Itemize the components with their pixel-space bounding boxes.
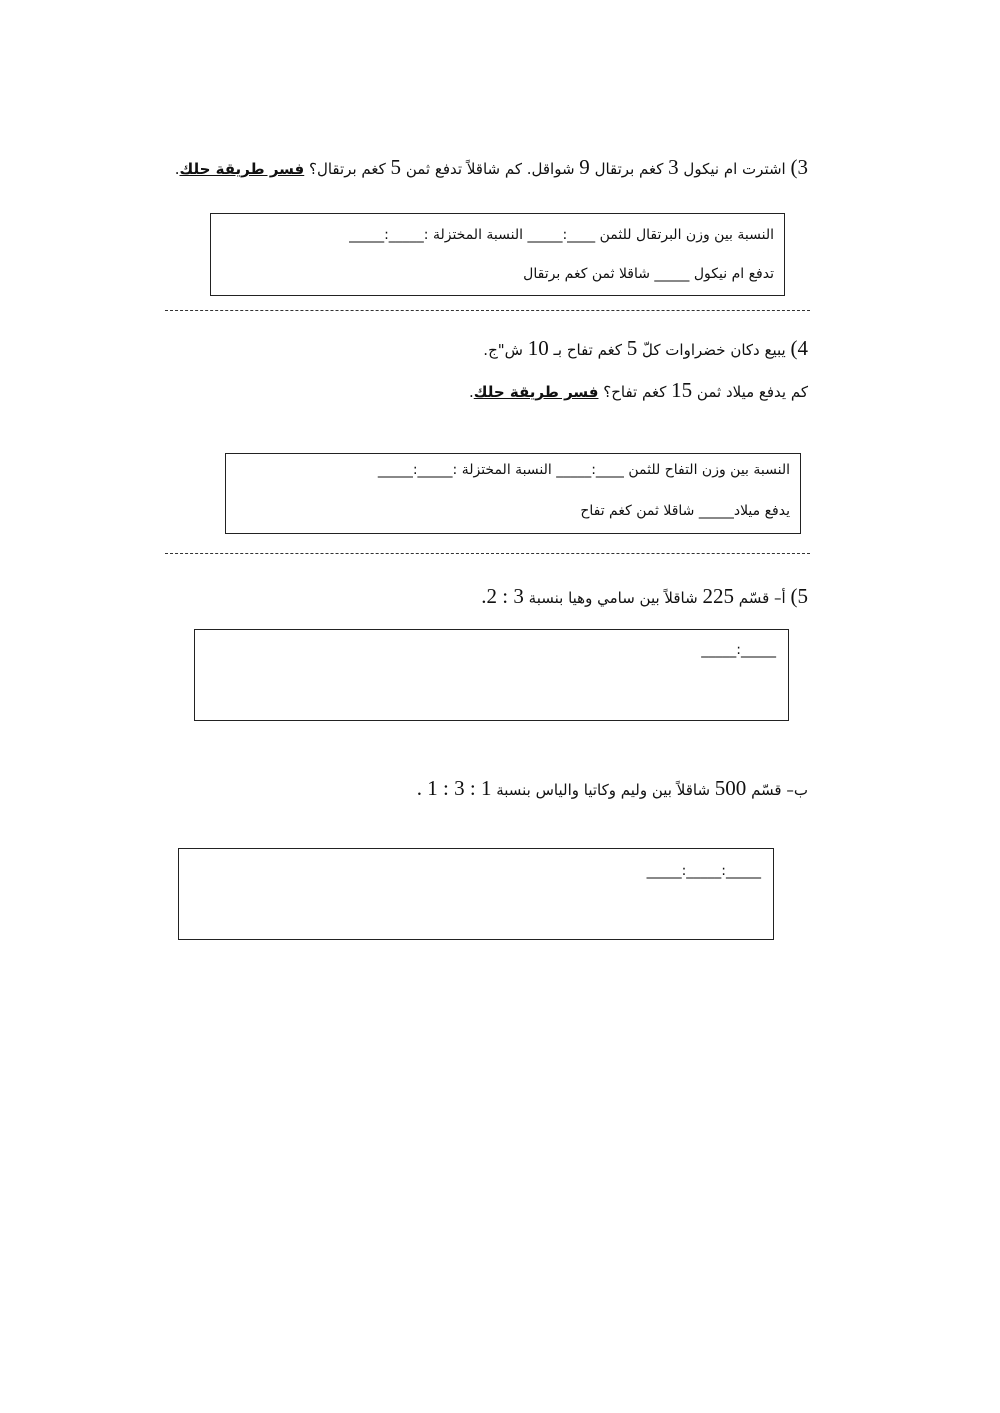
q5b-amount: 500	[714, 776, 747, 800]
q5a-text-a: أ– قسّم	[733, 589, 786, 607]
q4-line1-b: كغم تفاح بـ	[548, 341, 627, 359]
q3-explain-instruction: فسر طريقة حلك	[179, 160, 305, 178]
question-4-line-1	[483, 338, 808, 360]
q5a-answer-box[interactable]	[194, 629, 789, 721]
question-5b-text	[417, 778, 808, 800]
q5b-text-a: ب– قسّم	[746, 781, 808, 799]
q4-end: .	[468, 383, 474, 401]
q3-text-b: كغم برتقال	[589, 160, 669, 178]
q5b-text-b: شاقلاً بين وليم وكاتيا والياس بنسبة	[491, 781, 715, 799]
q5b-box-line-1: _____:_____:_____	[646, 863, 761, 879]
q4-line2-a: كم يدفع ميلاد ثمن	[692, 383, 808, 401]
question-5a-text	[481, 586, 808, 608]
q3-text-d: كغم برتقال؟	[304, 160, 391, 178]
q3-n1: 3	[668, 155, 679, 179]
q4-line2-b: كغم تفاح؟	[598, 383, 672, 401]
q4-n1: 5	[626, 336, 638, 360]
q3-text-c: شواقل. كم شاقلاً تدفع ثمن	[401, 160, 580, 178]
q5a-box-line-1: _____:_____	[701, 642, 776, 658]
separator-1	[165, 310, 810, 311]
question-4-number: 4)	[790, 336, 808, 360]
question-3-text	[175, 157, 808, 179]
q3-answer-box[interactable]	[210, 213, 785, 296]
q5b-answer-box[interactable]	[178, 848, 774, 940]
q4-answer-box[interactable]	[225, 453, 801, 534]
q3-n2: 9	[579, 155, 590, 179]
q5a-text-b: شاقلاً بين سامي وهيا بنسبة	[523, 589, 703, 607]
q3-box-line-1: النسبة بين وزن البرتقال للثمن ____:_____ النسبة المختزلة :_____:_____	[349, 227, 774, 243]
q4-explain-instruction: فسر طريقة حلك	[473, 383, 599, 401]
q4-box-line-2: يدفع ميلاد_____ شاقلا ثمن كغم تفاح	[580, 503, 790, 519]
q5b-ratio: 1 : 3 : 1 .	[416, 776, 492, 800]
q4-line1-c: ش"ج.	[483, 341, 528, 359]
q5a-ratio: 3 : 2.	[481, 584, 524, 608]
separator-2	[165, 553, 810, 554]
question-4-line-2	[469, 380, 808, 402]
q3-text-a: اشترت ام نيكول	[678, 160, 786, 178]
q3-n3: 5	[390, 155, 402, 179]
q3-end: .	[174, 160, 180, 178]
q4-n3: 15	[671, 378, 693, 402]
question-5-number: 5)	[790, 584, 808, 608]
question-3-number: 3)	[790, 155, 808, 179]
q3-box-line-2: تدفع ام نيكول _____ شاقلا ثمن كغم برتقال	[523, 266, 774, 282]
q5a-amount: 225	[702, 584, 734, 608]
q4-box-line-1: النسبة بين وزن التفاح للثمن ____:_____ النسبة المختزلة :_____:_____	[377, 462, 790, 478]
q4-line1-a: يبيع دكان خضراوات كلّ	[637, 341, 786, 359]
q4-n2: 10	[527, 336, 549, 360]
